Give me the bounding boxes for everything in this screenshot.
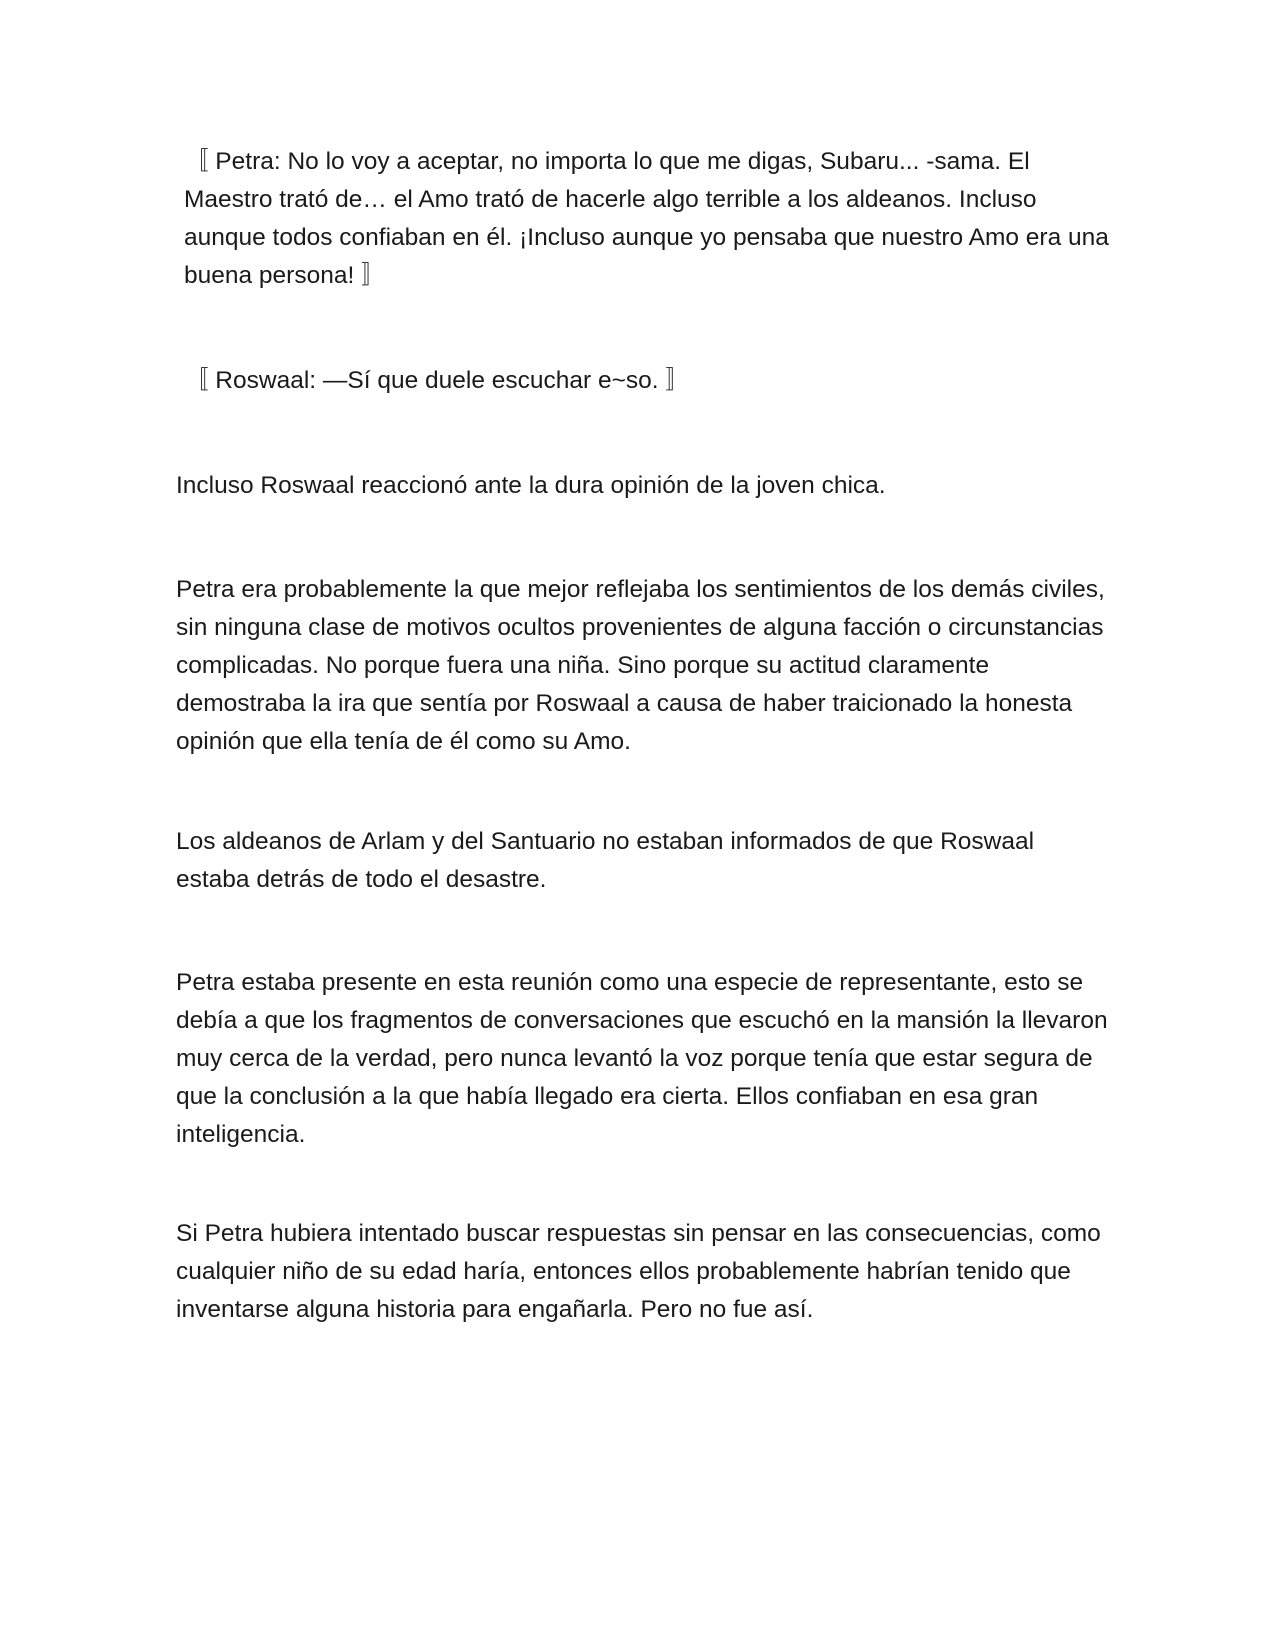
dialogue-roswaal: 〚 Roswaal: —Sí que duele escuchar e~so. 〛 [184,367,690,394]
paragraph-petra-answers: Si Petra hubiera intentado buscar respuestas sin pensar en las consecuencias, como cualquier niño de su edad haría, entonces ellos probablemente habrían tenido que inventarse alguna historia para engañarla. Pero no fue así. [176,1220,1108,1323]
paragraph-petra-representative: Petra estaba presente en esta reunión como una especie de representante, esto se debía a que los fragmentos de conversaciones que escuchó en la mansión la llevaron muy cerca de la verdad, pero nunca levantó la voz porque tenía que estar segura de que la conclusión a la que había llegado era cierta. Ellos confiaban en esa gran inteligencia. [176,969,1115,1148]
dialogue-petra: 〚 Petra: No lo voy a aceptar, no importa lo que me digas, Subaru... -sama. El Maestro trató de… el Amo trató de hacerle algo terrible a los aldeanos. Incluso aunque todos confiaban en él. ¡Incluso aunque yo pensaba que nuestro Amo era una buena persona! 〛 [184,148,1116,289]
paragraph-petra-feelings: Petra era probablemente la que mejor reflejaba los sentimientos de los demás civiles, sin ninguna clase de motivos ocultos provenientes de alguna facción o circunstancias complicadas. No porque fuera una niña. Sino porque su actitud claramente demostraba la ira que sentía por Roswaal a causa de haber traicionado la honesta opinión que ella tenía de él como su Amo. [176,576,1112,755]
paragraph-villagers: Los aldeanos de Arlam y del Santuario no estaban informados de que Roswaal estaba detrás de todo el desastre. [176,828,1041,893]
paragraph-roswaal-reaction: Incluso Roswaal reaccionó ante la dura opinión de la joven chica. [176,472,886,499]
